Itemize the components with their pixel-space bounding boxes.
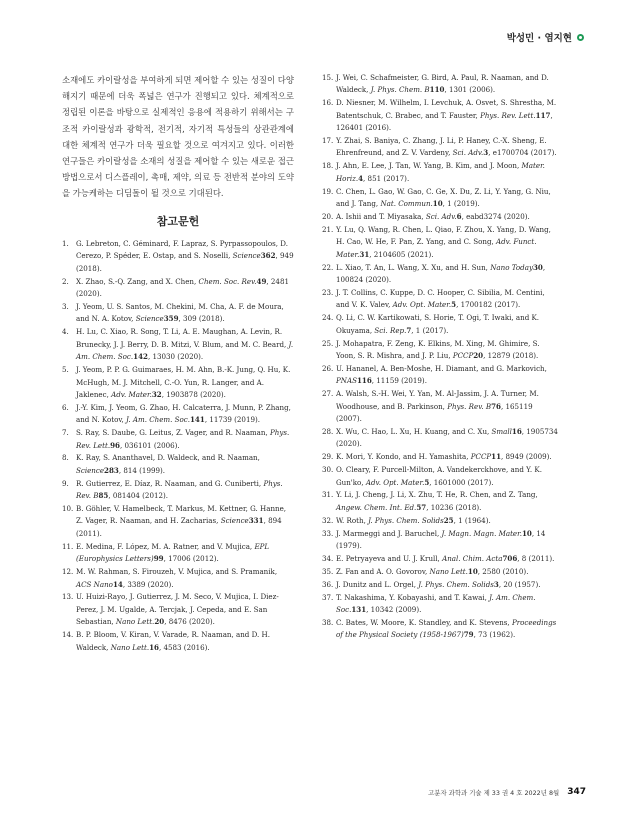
reference-number: 10. — [62, 504, 74, 514]
reference-journal: Science — [76, 465, 105, 475]
reference-pages-year: , 10342 (2009). — [366, 605, 422, 615]
reference-number: 30. — [322, 465, 334, 475]
reference-number: 23. — [322, 287, 334, 297]
reference-number: 24. — [322, 313, 334, 323]
right-column — [322, 72, 558, 642]
reference-pages-year: , 081404 (2012). — [108, 491, 168, 501]
reference-item — [322, 287, 558, 312]
reference-volume: 141 — [190, 415, 205, 425]
reference-journal: Adv. Opt. Mater. — [392, 300, 452, 310]
reference-number: 2. — [62, 276, 69, 286]
reference-authors: G. Lebreton, C. Géminard, F. Lapraz, S. Pyrpassopoulos, D. Cerezo, P. Spéder, E. Ostap, and S. Noselli, — [76, 239, 288, 261]
reference-journal: PCCP — [470, 452, 492, 462]
reference-pages-year: , 851 (2017). — [363, 173, 410, 183]
reference-journal: PCCP — [452, 350, 474, 360]
reference-volume: 10 — [467, 566, 478, 576]
reference-number: 9. — [62, 478, 69, 488]
reference-authors: D. Niesner, M. Wilhelm, I. Levchuk, A. Osvet, S. Shrestha, M. Batentschuk, C. Brabec, and T. Fauster, — [336, 98, 557, 120]
reference-volume: 76 — [491, 401, 501, 411]
reference-number: 33. — [322, 528, 334, 538]
journal-info: 고분자 과학과 기술 제 33 권 4 호 2022년 8월 — [428, 788, 560, 797]
reference-volume: 25 — [443, 515, 454, 525]
reference-item — [62, 566, 294, 591]
reference-item — [322, 426, 558, 451]
reference-number: 7. — [62, 428, 69, 438]
reference-pages-year: , 1905734 (2020). — [336, 426, 558, 449]
reference-volume: 31 — [359, 249, 370, 259]
intro-paragraph: 소재에도 카이랄성을 부여하게 되면 제어할 수 있는 성질이 다양해지기 때문에 더욱 폭넓은 연구가 진행되고 있다. 체계적으로 정립된 이론을 바탕으로 실제적인 응용에 적용하기 위해서는 구조적 카이랄성과 광학적, 전기적, 자기적 특성들의 상관관계에 대한 체계적 연구가 더욱 필요할 것으로 여겨지고 있다. 이러한 연구들은 카이랄성을 소재의 성질을 제어할 수 있는 새로운 접근방법으로서 디스플레이, 촉매, 제약, 의료 등 전반적 분야의 도약을 가능케하는 디딤돌이 될 것으로 기대된다. — [62, 75, 294, 199]
reference-pages-year: , 949 (2018). — [76, 251, 294, 273]
reference-authors: A. Ishii and T. Miyasaka, — [336, 211, 424, 221]
reference-volume: 85 — [98, 491, 109, 501]
running-header — [507, 30, 584, 44]
reference-journal: J. Phys. Chem. B — [370, 85, 430, 95]
reference-volume: 362 — [260, 251, 276, 261]
reference-authors: Q. Li, C. W. Kartikowati, S. Horie, T. Ogi, T. Iwaki, and K. Okuyama, — [336, 313, 540, 335]
reference-authors: Z. Fan and A. O. Govorov, — [336, 566, 428, 576]
reference-authors: H. Lu, C. Xiao, R. Song, T. Li, A. E. Maughan, A. Levin, R. Brunecky, J. J. Berry, D. B. Mitzi, V. Blum, and M. C. Beard, — [76, 327, 287, 349]
reference-journal: Sci. Rep. — [374, 325, 407, 335]
reference-number: 13. — [62, 592, 74, 602]
reference-volume: 331 — [248, 516, 264, 526]
reference-pages-year: , 814 (1999). — [118, 465, 166, 475]
page-number: 347 — [567, 787, 586, 797]
reference-list-left — [62, 238, 294, 654]
reference-authors: L. Xiao, T. An, L. Wang, X. Xu, and H. Sun, — [336, 262, 488, 272]
reference-journal: Angew. Chem. Int. Ed. — [336, 502, 417, 512]
reference-journal: PNAS — [336, 376, 357, 386]
reference-item — [322, 160, 558, 185]
reference-journal: Nano Lett. — [115, 617, 155, 627]
reference-number: 16. — [322, 98, 334, 108]
reference-pages-year: , 13030 (2020). — [147, 352, 204, 362]
reference-pages-year: , 17006 (2012). — [163, 554, 219, 564]
reference-pages-year: , 20 (1957). — [498, 579, 541, 589]
reference-volume: 131 — [351, 605, 367, 615]
reference-item — [62, 452, 294, 477]
reference-item — [322, 135, 558, 160]
reference-journal: Nano Lett. — [429, 566, 468, 576]
reference-authors: Y. Lu, Q. Wang, R. Chen, L. Qiao, F. Zhou, X. Yang, D. Wang, H. Cao, W. He, F. Pan, Z. Yang, and C. Song, — [336, 224, 551, 247]
reference-item — [322, 566, 558, 578]
reference-volume: 30 — [532, 262, 543, 272]
reference-journal: Phys. Rev. B — [76, 478, 283, 501]
page-footer — [428, 787, 586, 797]
reference-volume: 706 — [502, 553, 518, 563]
reference-volume: 20 — [154, 617, 165, 627]
reference-item — [62, 541, 294, 566]
reference-volume: 57 — [416, 502, 427, 512]
reference-volume: 79 — [463, 630, 474, 640]
reference-item — [322, 451, 558, 463]
reference-item — [62, 629, 294, 654]
reference-journal: Mater. Horiz. — [336, 161, 545, 183]
reference-number: 19. — [322, 186, 334, 196]
reference-volume: 16 — [149, 642, 159, 652]
reference-item — [322, 211, 558, 223]
reference-journal: Phys. Rev. B — [447, 401, 492, 411]
reference-volume: 6 — [456, 211, 462, 221]
reference-number: 18. — [322, 161, 334, 171]
reference-journal: J. Phys. Chem. Solids — [368, 515, 444, 525]
reference-item — [322, 338, 558, 363]
header-authors: 박성민 · 염지현 — [506, 33, 572, 44]
reference-item — [322, 388, 558, 425]
reference-journal: Nano Today — [490, 262, 533, 272]
reference-authors: Y. Li, J. Cheng, J. Li, X. Zhu, T. He, R. Chen, and Z. Tang, — [336, 490, 538, 500]
reference-item — [322, 224, 558, 261]
reference-pages-year: , 8949 (2009). — [501, 452, 552, 462]
reference-pages-year: , 036101 (2006). — [119, 440, 180, 450]
reference-pages-year: , 126401 (2016). — [336, 110, 553, 133]
reference-authors: B. P. Bloom, V. Kiran, V. Varade, R. Naaman, and D. H. Waldeck, — [76, 630, 270, 652]
reference-number: 38. — [322, 617, 334, 627]
reference-volume: 7 — [406, 325, 412, 335]
reference-item — [322, 528, 558, 553]
reference-number: 8. — [62, 453, 69, 463]
reference-journal: J. Am. Chem. Soc. — [336, 592, 536, 615]
reference-authors: Y. Zhai, S. Baniya, C. Zhang, J. Li, P. Haney, C.-X. Sheng, E. Ehrenfreund, and Z. V. Vardeny, — [336, 136, 547, 158]
reference-item — [62, 478, 294, 503]
reference-journal: J. Am. Chem. Soc. — [76, 339, 294, 362]
reference-journal: J. Phys. Chem. Solids — [418, 579, 494, 589]
reference-volume: 11 — [491, 452, 502, 462]
reference-list-right — [322, 72, 558, 642]
reference-pages-year: , 73 (1962). — [473, 630, 516, 640]
reference-number: 21. — [322, 224, 334, 234]
reference-pages-year: , 12879 (2018). — [483, 350, 539, 360]
reference-item — [62, 276, 294, 301]
reference-number: 15. — [322, 73, 334, 82]
reference-authors: X. Zhao, S.-Q. Zang, and X. Chen, — [76, 276, 197, 286]
reference-number: 12. — [62, 567, 74, 577]
references-title: 참고문헌 — [156, 214, 200, 228]
reference-pages-year: , 3389 (2020). — [122, 579, 174, 589]
reference-item — [62, 238, 294, 275]
reference-journal: Anal. Chim. Acta — [442, 553, 503, 563]
reference-number: 26. — [322, 363, 334, 373]
reference-authors: J. Wei, C. Schafmeister, G. Bird, A. Paul, R. Naaman, and D. Waldeck, — [336, 73, 549, 95]
reference-item — [322, 489, 558, 514]
reference-journal: Nano Lett. — [110, 642, 150, 652]
reference-item — [322, 515, 558, 527]
reference-item — [62, 503, 294, 540]
reference-item — [322, 312, 558, 337]
reference-journal: Science — [232, 251, 261, 261]
reference-journal: J. Magn. Magn. Mater. — [441, 528, 522, 538]
reference-pages-year: , 1 (2017). — [411, 325, 449, 335]
reference-authors: W. Roth, — [336, 515, 366, 525]
reference-journal: Science — [135, 314, 164, 324]
reference-pages-year: , 2481 (2020). — [76, 276, 289, 299]
reference-authors: M. W. Rahman, S. Firouzeh, V. Mujica, and S. Pramanik, — [76, 567, 278, 577]
reference-authors: O. Cleary, F. Purcell-Milton, A. Vandekerckhove, and Y. K. Gun'ko, — [336, 465, 542, 487]
reference-authors: E. Petryayeva and U. J. Krull, — [336, 553, 440, 563]
reference-number: 20. — [322, 211, 334, 221]
reference-volume: 14 — [112, 579, 123, 589]
reference-item — [62, 326, 294, 363]
reference-volume: 359 — [163, 314, 179, 324]
reference-volume: 283 — [104, 465, 119, 475]
reference-authors: U. Hananel, A. Ben-Moshe, H. Diamant, and G. Markovich, — [336, 363, 547, 373]
reference-volume: 110 — [429, 85, 445, 95]
reference-volume: 4 — [358, 173, 364, 183]
reference-item — [322, 97, 558, 134]
reference-number: 36. — [322, 579, 334, 589]
reference-pages-year: , 8476 (2020). — [164, 617, 215, 627]
reference-volume: 99 — [153, 554, 164, 564]
reference-pages-year: , e1700704 (2017). — [488, 148, 557, 158]
reference-journal: ACS Nano — [76, 579, 113, 589]
reference-item — [322, 72, 558, 97]
reference-volume: 3 — [493, 579, 499, 589]
reference-authors: J.-Y. Kim, J. Yeom, G. Zhao, H. Calcaterra, J. Munn, P. Zhang, and N. Kotov, — [76, 402, 291, 425]
reference-volume: 117 — [535, 110, 551, 120]
reference-number: 1. — [62, 239, 69, 249]
reference-volume: 10 — [521, 528, 532, 538]
reference-pages-year: , 100824 (2020). — [336, 262, 546, 284]
reference-journal: Nat. Commun. — [380, 199, 433, 209]
reference-authors: J. Yeom, P. P. G. Guimaraes, H. M. Ahn, B.-K. Jung, Q. Hu, K. McHugh, M. J. Mitchell, C.-O. Yun, R. Langer, and A. Jaklenec, — [76, 365, 291, 399]
reference-number: 17. — [322, 136, 334, 146]
reference-pages-year: , 1 (2019). — [442, 199, 480, 209]
reference-journal: Small — [491, 426, 512, 436]
reference-authors: J. T. Collins, C. Kuppe, D. C. Hooper, C. Sibilia, M. Centini, and V. K. Valev, — [336, 287, 545, 310]
reference-pages-year: , 8 (2011). — [517, 553, 555, 563]
reference-journal: Proceedings of the Physical Society (1958-1967) — [336, 617, 557, 640]
reference-volume: 5 — [424, 477, 430, 487]
reference-journal: EPL (Europhysics Letters) — [76, 541, 270, 564]
reference-pages-year: , 165119 (2007). — [336, 401, 533, 423]
reference-authors: T. Nakashima, Y. Kobayashi, and T. Kawai, — [336, 592, 487, 602]
reference-number: 32. — [322, 515, 334, 525]
reference-item — [62, 364, 294, 401]
reference-number: 25. — [322, 338, 334, 348]
reference-number: 34. — [322, 553, 334, 563]
reference-authors: J. Ahn, E. Lee, J. Tan, W. Yang, B. Kim, and J. Moon, — [336, 161, 520, 171]
reference-authors: J. Dunitz and L. Orgel, — [336, 579, 417, 589]
reference-journal: Phys. Rev. Lett. — [76, 428, 290, 450]
reference-journal: Sci. Adv. — [452, 148, 484, 158]
reference-item — [322, 363, 558, 388]
reference-pages-year: , 1301 (2006). — [444, 85, 496, 95]
reference-volume: 3 — [483, 148, 489, 158]
reference-authors: K. Ray, S. Ananthavel, D. Waldeck, and R. Naaman, — [76, 453, 260, 463]
reference-authors: B. Göhler, V. Hamelbeck, T. Markus, M. Kettner, G. Hanne, Z. Vager, R. Naaman, and H. Zacharias, — [76, 504, 287, 526]
reference-authors: A. Walsh, S.-H. Wei, Y. Yan, M. Al-Jassim, J. A. Turner, M. Woodhouse, and B. Parkinson, — [336, 389, 539, 411]
reference-pages-year: , 1601000 (2017). — [429, 477, 494, 487]
reference-volume: 142 — [133, 352, 148, 362]
reference-item — [322, 592, 558, 617]
reference-volume: 5 — [451, 300, 457, 310]
reference-item — [62, 591, 294, 628]
reference-journal: Science — [220, 516, 249, 526]
reference-item — [322, 617, 558, 642]
reference-item — [62, 427, 294, 452]
reference-number: 6. — [62, 402, 69, 412]
reference-number: 31. — [322, 490, 334, 500]
reference-pages-year: , 894 (2011). — [76, 516, 282, 538]
reference-pages-year: , 1700182 (2017). — [456, 300, 521, 310]
reference-number: 3. — [62, 302, 69, 312]
reference-authors: S. Ray, S. Daube, G. Leitus, Z. Vager, and R. Naaman, — [76, 428, 268, 438]
reference-volume: 116 — [356, 376, 372, 386]
circle-bullet-icon — [577, 34, 584, 41]
reference-number: 11. — [62, 541, 74, 551]
reference-pages-year: , 309 (2018). — [178, 314, 225, 324]
reference-number: 35. — [322, 566, 334, 576]
reference-journal: Sci. Adv. — [425, 211, 457, 221]
reference-pages-year: , 1903878 (2020). — [161, 389, 226, 399]
reference-authors: K. Mori, Y. Kondo, and H. Yamashita, — [336, 452, 469, 462]
reference-pages-year: , 2580 (2010). — [477, 566, 529, 576]
reference-number: 29. — [322, 452, 334, 462]
reference-number: 37. — [322, 592, 334, 602]
reference-volume: 16 — [511, 426, 522, 436]
reference-number: 5. — [62, 365, 69, 375]
reference-item — [62, 301, 294, 326]
reference-pages-year: , 11159 (2019). — [371, 376, 427, 386]
reference-volume: 10 — [432, 199, 443, 209]
reference-journal: Adv. Mater. — [111, 389, 152, 399]
reference-pages-year: , 4583 (2016). — [158, 642, 210, 652]
reference-number: 14. — [62, 630, 74, 640]
reference-pages-year: , 11739 (2019). — [204, 415, 260, 425]
reference-journal: Adv. Opt. Mater. — [365, 477, 425, 487]
reference-journal: Chem. Soc. Rev. — [198, 276, 257, 286]
reference-item — [322, 186, 558, 211]
reference-volume: 96 — [110, 440, 120, 450]
reference-item — [322, 579, 558, 591]
reference-pages-year: , 14 (1979). — [336, 528, 546, 551]
reference-item — [322, 464, 558, 489]
reference-pages-year: , 1 (1964). — [453, 515, 491, 525]
reference-authors: J. Yeom, U. S. Santos, M. Chekini, M. Cha, A. F. de Moura, and N. A. Kotov, — [76, 302, 284, 324]
reference-pages-year: , 10236 (2018). — [426, 502, 482, 512]
reference-volume: 49 — [256, 276, 267, 286]
reference-journal: Phys. Rev. Lett. — [480, 110, 536, 120]
reference-authors: E. Medina, F. López, M. A. Ratner, and V. Mujica, — [76, 541, 253, 551]
reference-number: 27. — [322, 389, 334, 399]
reference-authors: R. Gutierrez, E. Díaz, R. Naaman, and G. Cuniberti, — [76, 478, 262, 488]
reference-pages-year: , eabd3274 (2020). — [461, 211, 530, 221]
reference-volume: 32 — [151, 389, 162, 399]
reference-journal: J. Am. Chem. Soc. — [126, 415, 190, 425]
reference-number: 22. — [322, 262, 334, 272]
reference-item — [62, 402, 294, 427]
reference-pages-year: , 2104605 (2021). — [369, 249, 434, 259]
reference-volume: 20 — [473, 350, 484, 360]
reference-authors: C. Bates, W. Moore, K. Standley, and K. Stevens, — [336, 617, 510, 627]
reference-number: 28. — [322, 426, 334, 436]
reference-journal: Adv. Funct. Mater. — [336, 237, 537, 259]
reference-authors: U. Huizi-Rayo, J. Gutierrez, J. M. Seco, V. Mujica, I. Diez-Perez, J. M. Ugalde, A. Tercjak, J. Cepeda, and E. San Sebastian, — [76, 592, 279, 627]
reference-authors: C. Chen, L. Gao, W. Gao, C. Ge, X. Du, Z. Li, Y. Yang, G. Niu, and J. Tang, — [336, 186, 551, 209]
reference-number: 4. — [62, 327, 69, 337]
reference-authors: X. Wu, C. Hao, L. Xu, H. Kuang, and C. Xu, — [336, 426, 490, 436]
reference-item — [322, 553, 558, 565]
reference-authors: J. Marmeggi and J. Baruchel, — [336, 528, 440, 538]
reference-item — [322, 262, 558, 287]
left-column — [62, 72, 294, 654]
reference-authors: J. Mohapatra, F. Zeng, K. Elkins, M. Xing, M. Ghimire, S. Yoon, S. R. Mishra, and J. P. Liu, — [336, 338, 540, 360]
